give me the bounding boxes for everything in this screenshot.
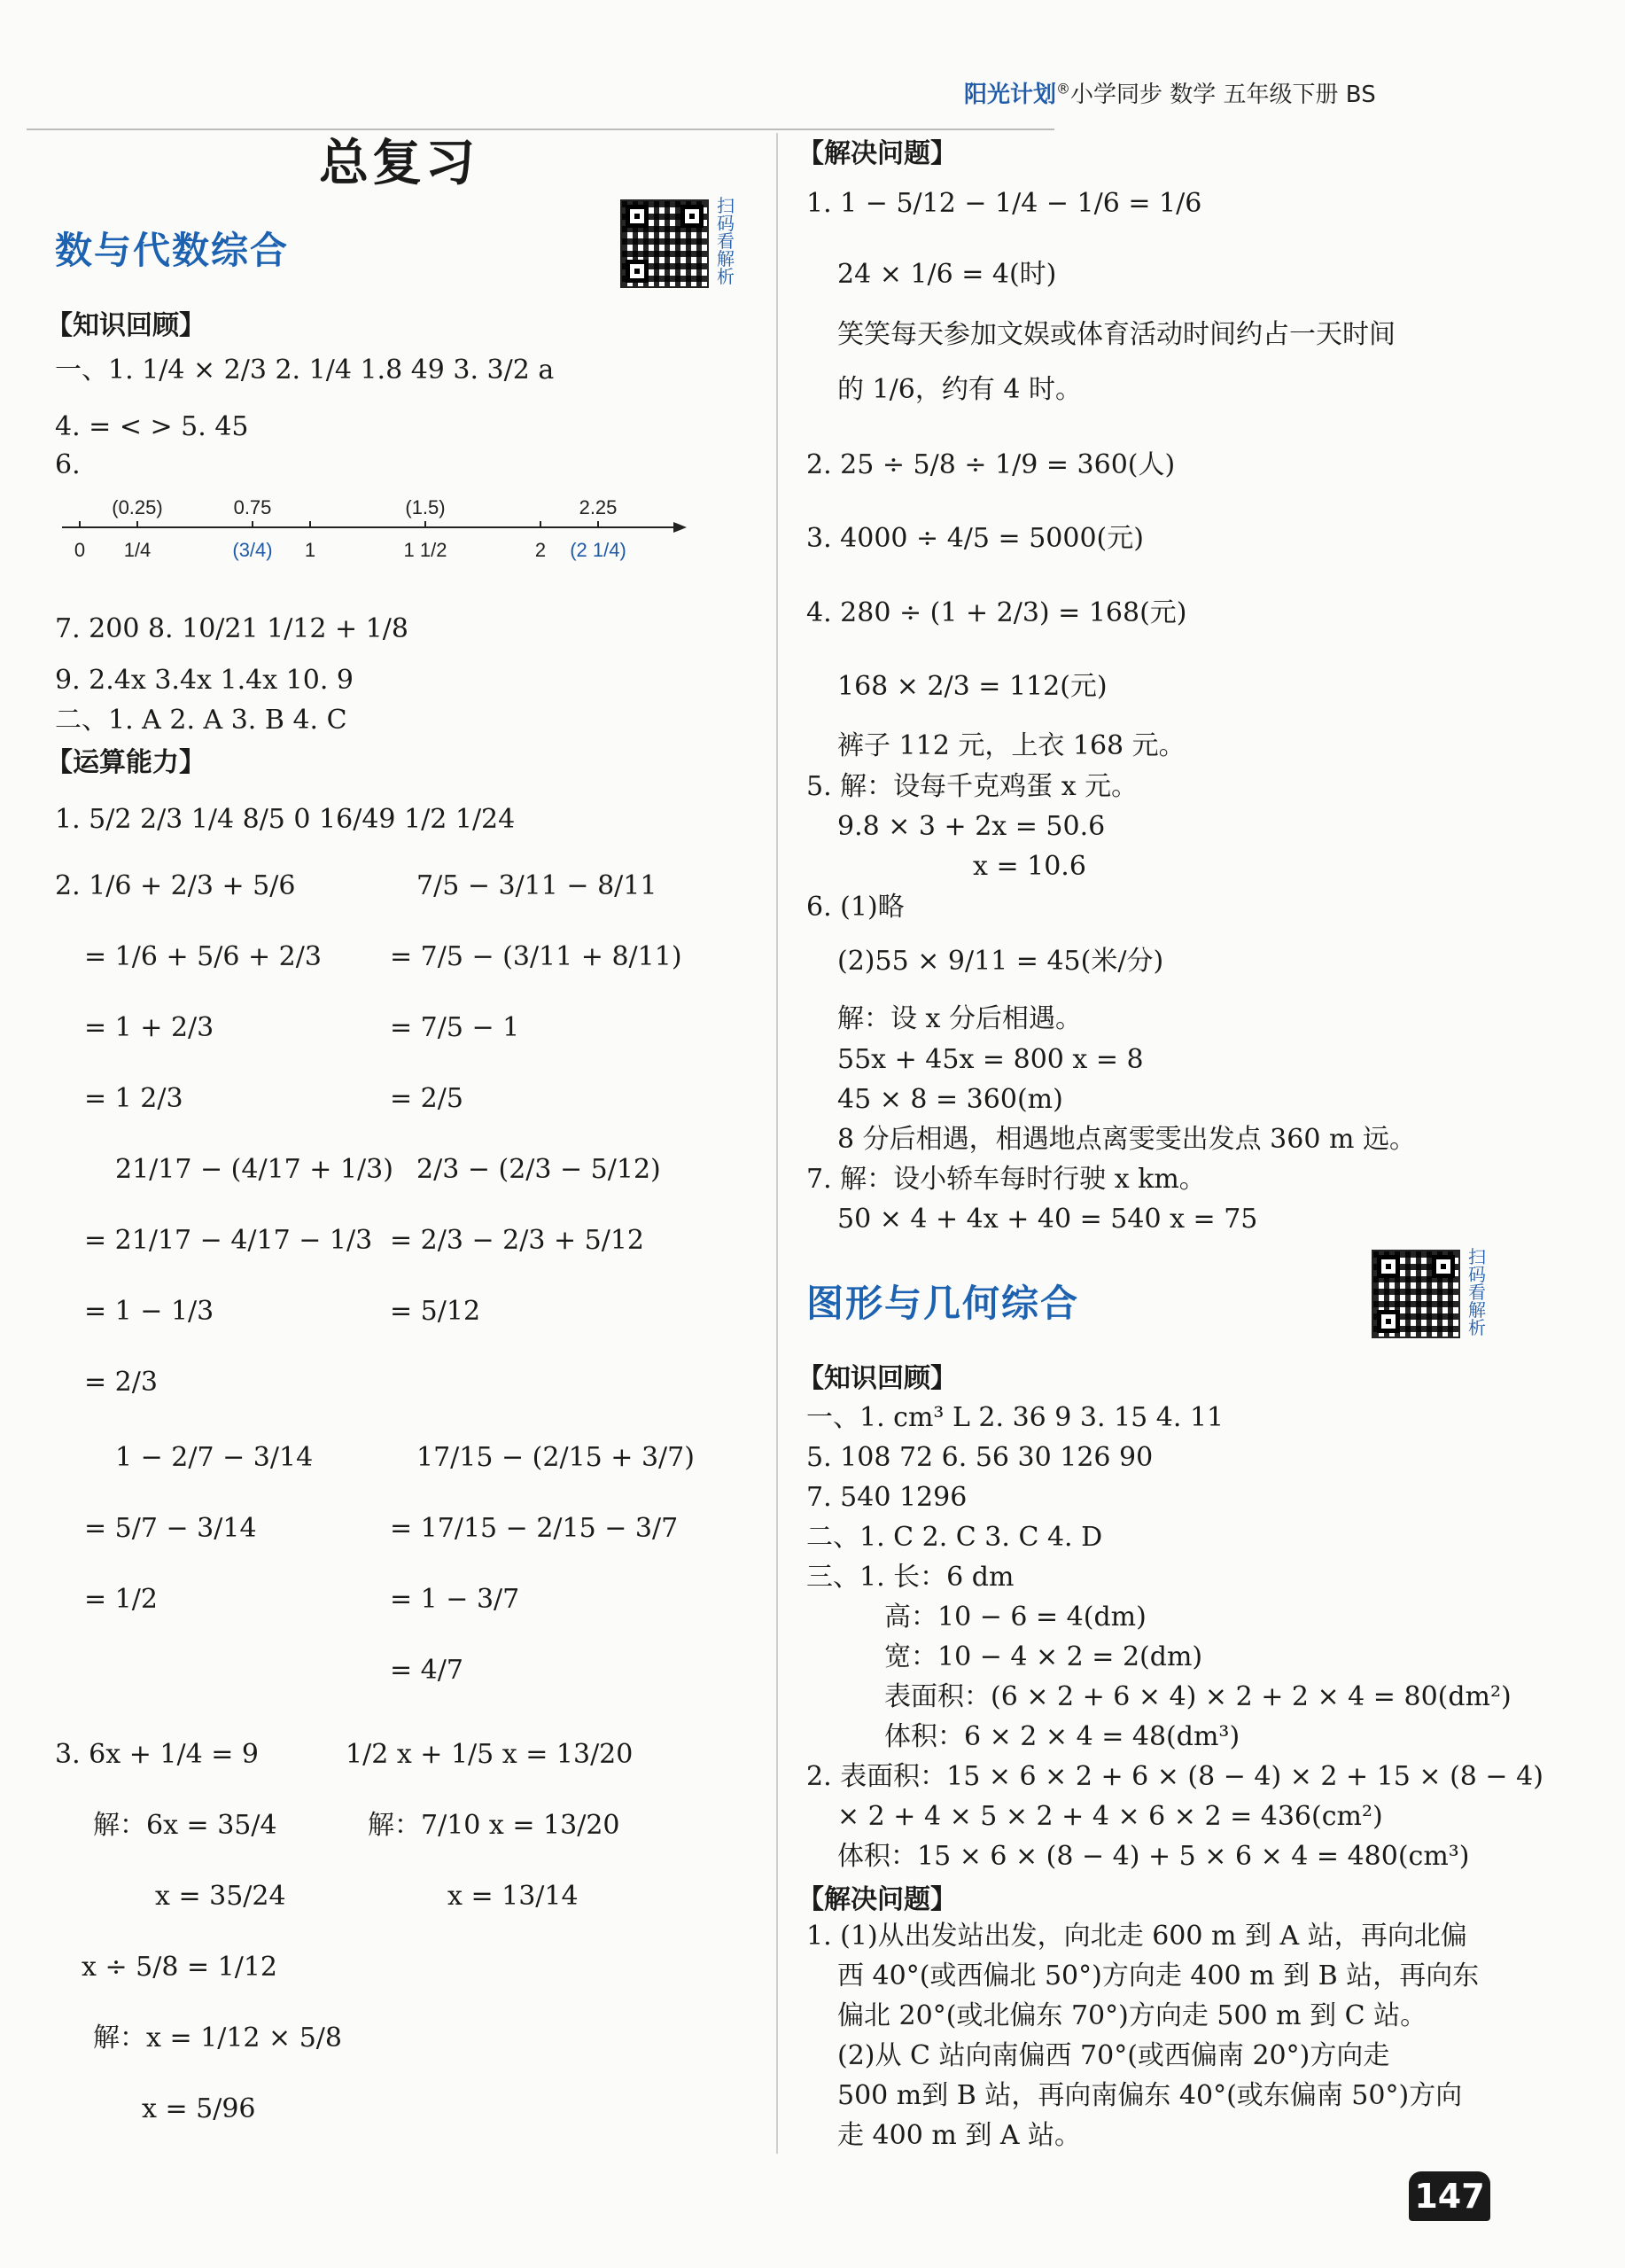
numberline-top-label: 0.75 [233,496,272,518]
subheading-problems: 【解决问题】 [797,1884,957,1915]
calc-step: 1 − 2/7 − 3/14 [115,1442,314,1473]
answer-line: 一、1. cm³ L 2. 36 9 3. 15 4. 11 [806,1402,1225,1433]
calc-step: = 2/3 [84,1367,158,1398]
answer-line: 168 × 2/3 = 112(元) [837,671,1108,702]
answer-line: 1. (1)从出发站出发，向北走 600 m 到 A 站，再向北偏 [806,1921,1467,1952]
answer-line: 2. 25 ÷ 5/8 ÷ 1/9 = 360(人) [806,449,1176,480]
numberline-bottom-label: 1 1/2 [403,539,447,561]
answer-line: 三、1. 长：6 dm [806,1562,1015,1593]
calc-step: = 1 2/3 [84,1083,183,1114]
calc-step: = 5/12 [390,1296,481,1327]
answer-line: 8 分后相遇，相遇地点离雯雯出发点 360 m 远。 [837,1124,1416,1155]
calc-step: = 2/5 [390,1083,463,1114]
answer-line: 宽：10 − 4 × 2 = 2(dm) [884,1641,1203,1672]
answer-line: 3. 4000 ÷ 4/5 = 5000(元) [806,523,1144,554]
qr-code-icon[interactable] [1372,1250,1460,1338]
numberline-top-label: (0.25) [112,496,163,518]
answer-line: 9.8 × 3 + 2x = 50.6 [837,811,1106,842]
equation-step: 解：7/10 x = 13/20 [368,1810,620,1841]
calc-step: = 2/3 − 2/3 + 5/12 [390,1225,645,1256]
numberline-top-label: 2.25 [579,496,618,518]
answer-line: (2)从 C 站向南偏西 70°(或西偏南 20°)方向走 [837,2040,1390,2071]
answer-line: 24 × 1/6 = 4(时) [837,259,1057,290]
registered-mark: ® [1056,80,1071,97]
answer-line: 6. [55,449,81,480]
numberline-bottom-label: (3/4) [232,539,273,561]
calc-step: = 7/5 − 1 [390,1012,520,1043]
numberline-bottom-label: 0 [74,539,86,561]
answer-line: 4. = < > 5. 45 [55,411,249,442]
numberline-bottom-label: (2 1/4) [570,539,626,561]
answer-line: 偏北 20°(或北偏东 70°)方向走 500 m 到 C 站。 [837,2000,1427,2031]
answer-line: × 2 + 4 × 5 × 2 + 4 × 6 × 2 = 436(cm²) [837,1801,1383,1832]
answer-line: 55x + 45x = 800 x = 8 [837,1044,1144,1075]
subheading-problems: 【解决问题】 [797,138,957,169]
answer-line: x = 10.6 [973,851,1086,882]
answer-line: 50 × 4 + 4x + 40 = 540 x = 75 [837,1204,1258,1235]
calc-step: = 4/7 [390,1655,463,1686]
calc-step: = 17/15 − 2/15 − 3/7 [390,1513,679,1544]
column-divider [776,133,778,2154]
numberline-bottom-label: 1 [304,539,316,561]
calc-step: 2/3 − (2/3 − 5/12) [416,1154,661,1185]
calc-step: 2. 1/6 + 2/3 + 5/6 [55,870,296,901]
subheading-calc: 【运算能力】 [46,747,206,778]
answer-line: 高：10 − 6 = 4(dm) [884,1602,1147,1633]
qr-note: 扫码看解析 [717,195,735,287]
header-rest: 小学同步 数学 五年级下册 BS [1070,82,1376,108]
answer-line: 7. 200 8. 10/21 1/12 + 1/8 [55,613,408,644]
answer-line: 裤子 112 元，上衣 168 元。 [837,730,1186,761]
answer-line: 500 m到 B 站，再向南偏东 40°(或东偏南 50°)方向 [837,2080,1463,2111]
numberline-bottom-label: 2 [534,539,547,561]
calc-step: = 5/7 − 3/14 [84,1513,257,1544]
calc-step: = 1 − 1/3 [84,1296,214,1327]
answer-line: 5. 108 72 6. 56 30 126 90 [806,1442,1154,1473]
answer-line: 的 1/6，约有 4 时。 [837,374,1082,405]
header-rule [27,129,1054,130]
running-header [964,76,1376,109]
qr-code-icon[interactable] [620,199,709,288]
numberline-bottom-label: 1/4 [123,539,152,561]
subheading-review: 【知识回顾】 [46,310,206,341]
answer-line: 二、1. C 2. C 3. C 4. D [806,1522,1103,1553]
equation-step: 解：6x = 35/4 [93,1810,277,1841]
answer-line: 9. 2.4x 3.4x 1.4x 10. 9 [55,665,354,696]
calc-step: = 7/5 − (3/11 + 8/11) [390,941,682,972]
brand-name: 阳光计划 [964,82,1057,108]
calc-step: = 1 + 2/3 [84,1012,214,1043]
equation-step: x = 5/96 [142,2093,256,2124]
number-line-figure [53,487,691,594]
calc-step: 21/17 − (4/17 + 1/3) [115,1154,393,1185]
answer-line: 体积：15 × 6 × (8 − 4) + 5 × 6 × 4 = 480(cm³) [837,1841,1470,1872]
calc-step: = 1/6 + 5/6 + 2/3 [84,941,322,972]
answer-line: 2. 表面积：15 × 6 × 2 + 6 × (8 − 4) × 2 + 15 × (8 − 4) [806,1761,1543,1792]
answer-line: 一、1. 1/4 × 2/3 2. 1/4 1.8 49 3. 3/2 a [55,355,555,386]
equation-step: 解：x = 1/12 × 5/8 [93,2022,342,2054]
equation-step: 3. 6x + 1/4 = 9 [55,1739,259,1770]
numberline-top-label: (1.5) [405,496,446,518]
equation-step: x = 35/24 [155,1881,286,1912]
answer-line: 6. (1)略 [806,892,905,923]
answer-line: 5. 解：设每千克鸡蛋 x 元。 [806,771,1139,802]
calc-step: 17/15 − (2/15 + 3/7) [416,1442,695,1473]
answer-line: 7. 540 1296 [806,1482,968,1513]
calc-step: = 21/17 − 4/17 − 1/3 [84,1225,373,1256]
answer-line: 笑笑每天参加文娱或体育活动时间约占一天时间 [837,319,1396,350]
calc-step: = 1 − 3/7 [390,1584,520,1615]
section-title-algebra: 数与代数综合 [55,229,290,272]
answer-line: 体积：6 × 2 × 4 = 48(dm³) [884,1721,1240,1752]
answer-line: 1. 1 − 5/12 − 1/4 − 1/6 = 1/6 [806,188,1202,219]
section-title-geometry: 图形与几何综合 [806,1282,1080,1325]
answer-line: 解：设 x 分后相遇。 [837,1003,1082,1034]
subheading-review: 【知识回顾】 [797,1363,957,1394]
qr-note: 扫码看解析 [1468,1246,1486,1338]
answer-line: 走 400 m 到 A 站。 [837,2120,1082,2151]
answer-line: 4. 280 ÷ (1 + 2/3) = 168(元) [806,597,1187,628]
answer-line: (2)55 × 9/11 = 45(米/分) [837,946,1164,977]
equation-step: 1/2 x + 1/5 x = 13/20 [346,1739,634,1770]
calc-step: 7/5 − 3/11 − 8/11 [416,870,657,901]
calc-step: = 1/2 [84,1584,158,1615]
equation-step: x = 13/14 [447,1881,579,1912]
answer-line: 45 × 8 = 360(m) [837,1084,1063,1115]
page-title: 总复习 [319,135,478,192]
answer-line: 7. 解：设小轿车每时行驶 x km。 [806,1164,1206,1195]
answer-line: 表面积：(6 × 2 + 6 × 4) × 2 + 2 × 4 = 80(dm²) [884,1681,1512,1712]
answer-line: 西 40°(或西偏北 50°)方向走 400 m 到 B 站，再向东 [837,1960,1480,1991]
answer-line: 二、1. A 2. A 3. B 4. C [55,705,347,736]
equation-step: x ÷ 5/8 = 1/12 [82,1952,277,1983]
answer-line: 1. 5/2 2/3 1/4 8/5 0 16/49 1/2 1/24 [55,804,516,835]
page-number: 147 [1409,2171,1490,2221]
